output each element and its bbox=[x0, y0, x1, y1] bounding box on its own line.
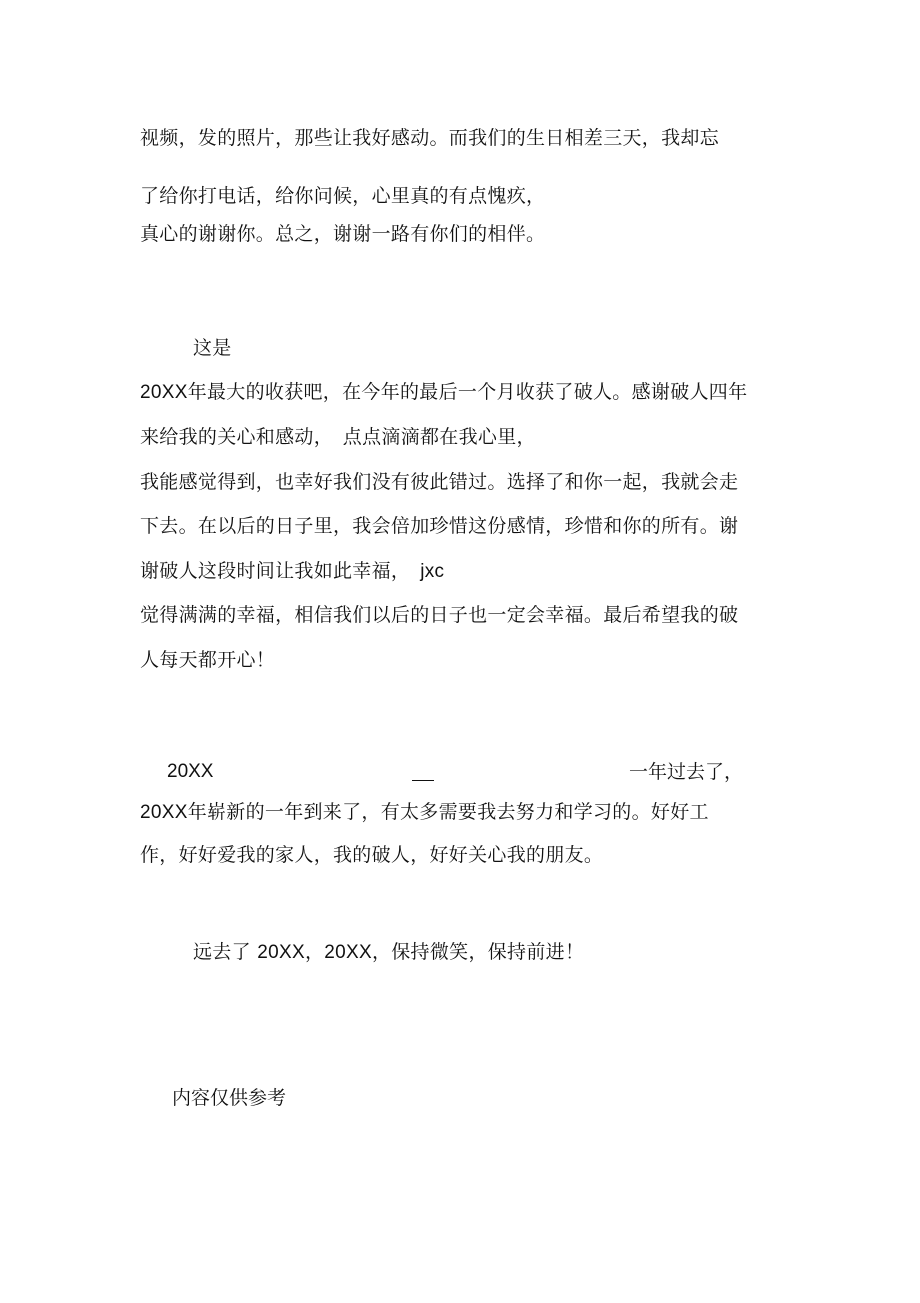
year-text: 20XX bbox=[324, 942, 372, 963]
paragraph-4-rest: ，保持微笑，保持前进！ bbox=[371, 941, 585, 963]
paragraph-1-line-1: 视频，发的照片，那些让我好感动。而我们的生日相差三天，我却忘 bbox=[140, 127, 720, 149]
year-text: 20XX bbox=[140, 802, 188, 823]
year-text: 20XX bbox=[140, 382, 188, 403]
paragraph-3-line-3: 作，好好爱我的家人，我的破人，好好关心我的朋友。 bbox=[140, 844, 604, 866]
paragraph-4-prefix: 远去了 bbox=[193, 941, 258, 963]
paragraph-2-line-5-text: 谢破人这段时间让我如此幸福， bbox=[140, 560, 411, 582]
paragraph-3-right-text: 一年过去了， bbox=[629, 761, 744, 783]
paragraph-3-line-2-text: 年崭新的一年到来了，有太多需要我去努力和学习的。好好工 bbox=[187, 801, 709, 823]
paragraph-4-line bbox=[193, 940, 584, 965]
paragraph-2-line-2: 来给我的关心和感动， 点点滴滴都在我心里， bbox=[140, 426, 536, 448]
paragraph-3-line-2 bbox=[140, 800, 709, 825]
fill-in-blank-underline bbox=[412, 780, 434, 781]
paragraph-3-year: 20XX bbox=[167, 761, 214, 782]
paragraph-1-line-2: 了给你打电话，给你问候，心里真的有点愧疚， bbox=[140, 185, 546, 207]
name-initials: jxc bbox=[420, 561, 445, 582]
year-text: 20XX bbox=[257, 942, 305, 963]
paragraph-2-line-1 bbox=[140, 380, 747, 405]
paragraph-2-intro: 这是 bbox=[193, 337, 232, 359]
paragraph-2-line-7: 人每天都开心！ bbox=[140, 649, 276, 671]
paragraph-2-line-5 bbox=[140, 559, 444, 584]
paragraph-2-line-1-text: 年最大的收获吧，在今年的最后一个月收获了破人。感谢破人四年 bbox=[187, 381, 748, 403]
paragraph-2-line-6: 觉得满满的幸福，相信我们以后的日子也一定会幸福。最后希望我的破 bbox=[140, 604, 739, 626]
paragraph-2-line-3: 我能感觉得到，也幸好我们没有彼此错过。选择了和你一起，我就会走 bbox=[140, 471, 739, 493]
separator: ， bbox=[304, 941, 325, 963]
paragraph-2-line-4: 下去。在以后的日子里，我会倍加珍惜这份感情，珍惜和你的所有。谢 bbox=[140, 515, 739, 537]
footer-note: 内容仅供参考 bbox=[172, 1087, 287, 1109]
paragraph-1-line-3: 真心的谢谢你。总之，谢谢一路有你们的相伴。 bbox=[140, 223, 546, 245]
